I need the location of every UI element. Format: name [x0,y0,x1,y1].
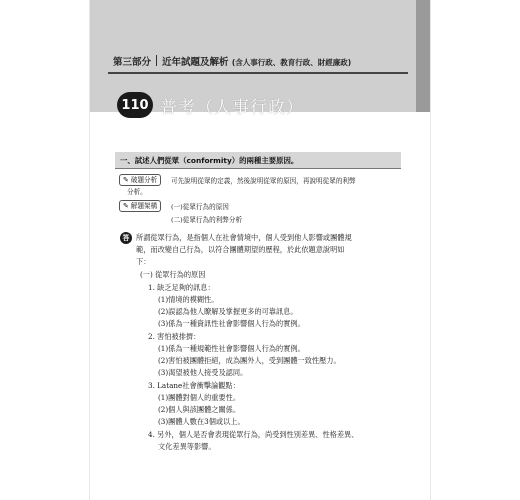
analysis-tag-label: 破題分析 [130,176,158,184]
header-rule [108,72,408,74]
answer-line: (1)團體對個人的重要性。 [158,393,241,402]
header-title: 近年試題及解析 [162,57,229,68]
answer-line: 下： [136,257,151,266]
answer-badge: 答 [120,232,132,244]
answer-line: 3. Latane社會衝擊論觀點： [148,381,240,390]
framework-tag-label: 解題架構 [130,202,158,210]
answer-line: 所謂從眾行為，是指個人在社會情境中，個人受到他人影響或團體規 [136,233,352,242]
framework-item: (一)從眾行為的原因 [171,203,229,211]
answer-line: (1)係為一種規範性社會影響個人行為的實例。 [158,344,305,353]
answer-line: (3)係為一種資訊性社會影響個人行為的實例。 [158,319,305,328]
answer-line: (一) 從眾行為的原因 [140,270,206,279]
section-header [113,54,351,68]
answer-line: (3)渴望被他人接受及認同。 [158,368,248,377]
answer-line: (2)害怕被團體拒絕，成為團外人，受到團體一致性壓力。 [158,356,341,365]
analysis-line: 可先說明從眾的定義，然後說明從眾的原因，再說明從眾的利弊 [171,177,356,185]
answer-line: (1)情境的模糊性。 [158,295,219,304]
answer-line: 範，而改變自己行為，以符合團體期望的歷程，於此依題意說明如 [136,245,345,254]
analysis-tag [119,174,161,186]
pencil-icon: ✎ [123,176,129,184]
answer-line: (3)團體人數在3個或以上。 [158,417,245,426]
exam-title: 普考（人事行政） [160,98,304,118]
framework-tag [119,200,161,212]
answer-line: 4. 另外，個人是否會表現從眾行為，尚受到性別差異、性格差異、 [148,430,359,439]
side-tab [416,0,430,112]
answer-line: (2)個人與該團體之關係。 [158,405,241,414]
framework-item: (二)從眾行為的利弊分析 [171,216,243,224]
header-subtitle: (含人事行政、教育行政、財經廉政) [231,58,352,67]
exam-number-badge: 110 [117,92,153,118]
answer-line: 文化差異等影響。 [158,442,216,451]
question-text: 一、試述人們從眾（conformity）的兩種主要原因。 [120,156,299,165]
header-part: 第三部分 [113,57,152,68]
answer-line: 1. 缺乏足夠的訊息： [148,283,215,292]
answer-line: (2)誤認為他人瞭解及掌握更多的可靠訊息。 [158,307,298,316]
analysis-line: 分析。 [127,188,147,196]
pencil-icon: ✎ [123,202,129,210]
answer-line: 2. 害怕被排擠： [148,332,201,341]
header-separator [156,55,157,66]
